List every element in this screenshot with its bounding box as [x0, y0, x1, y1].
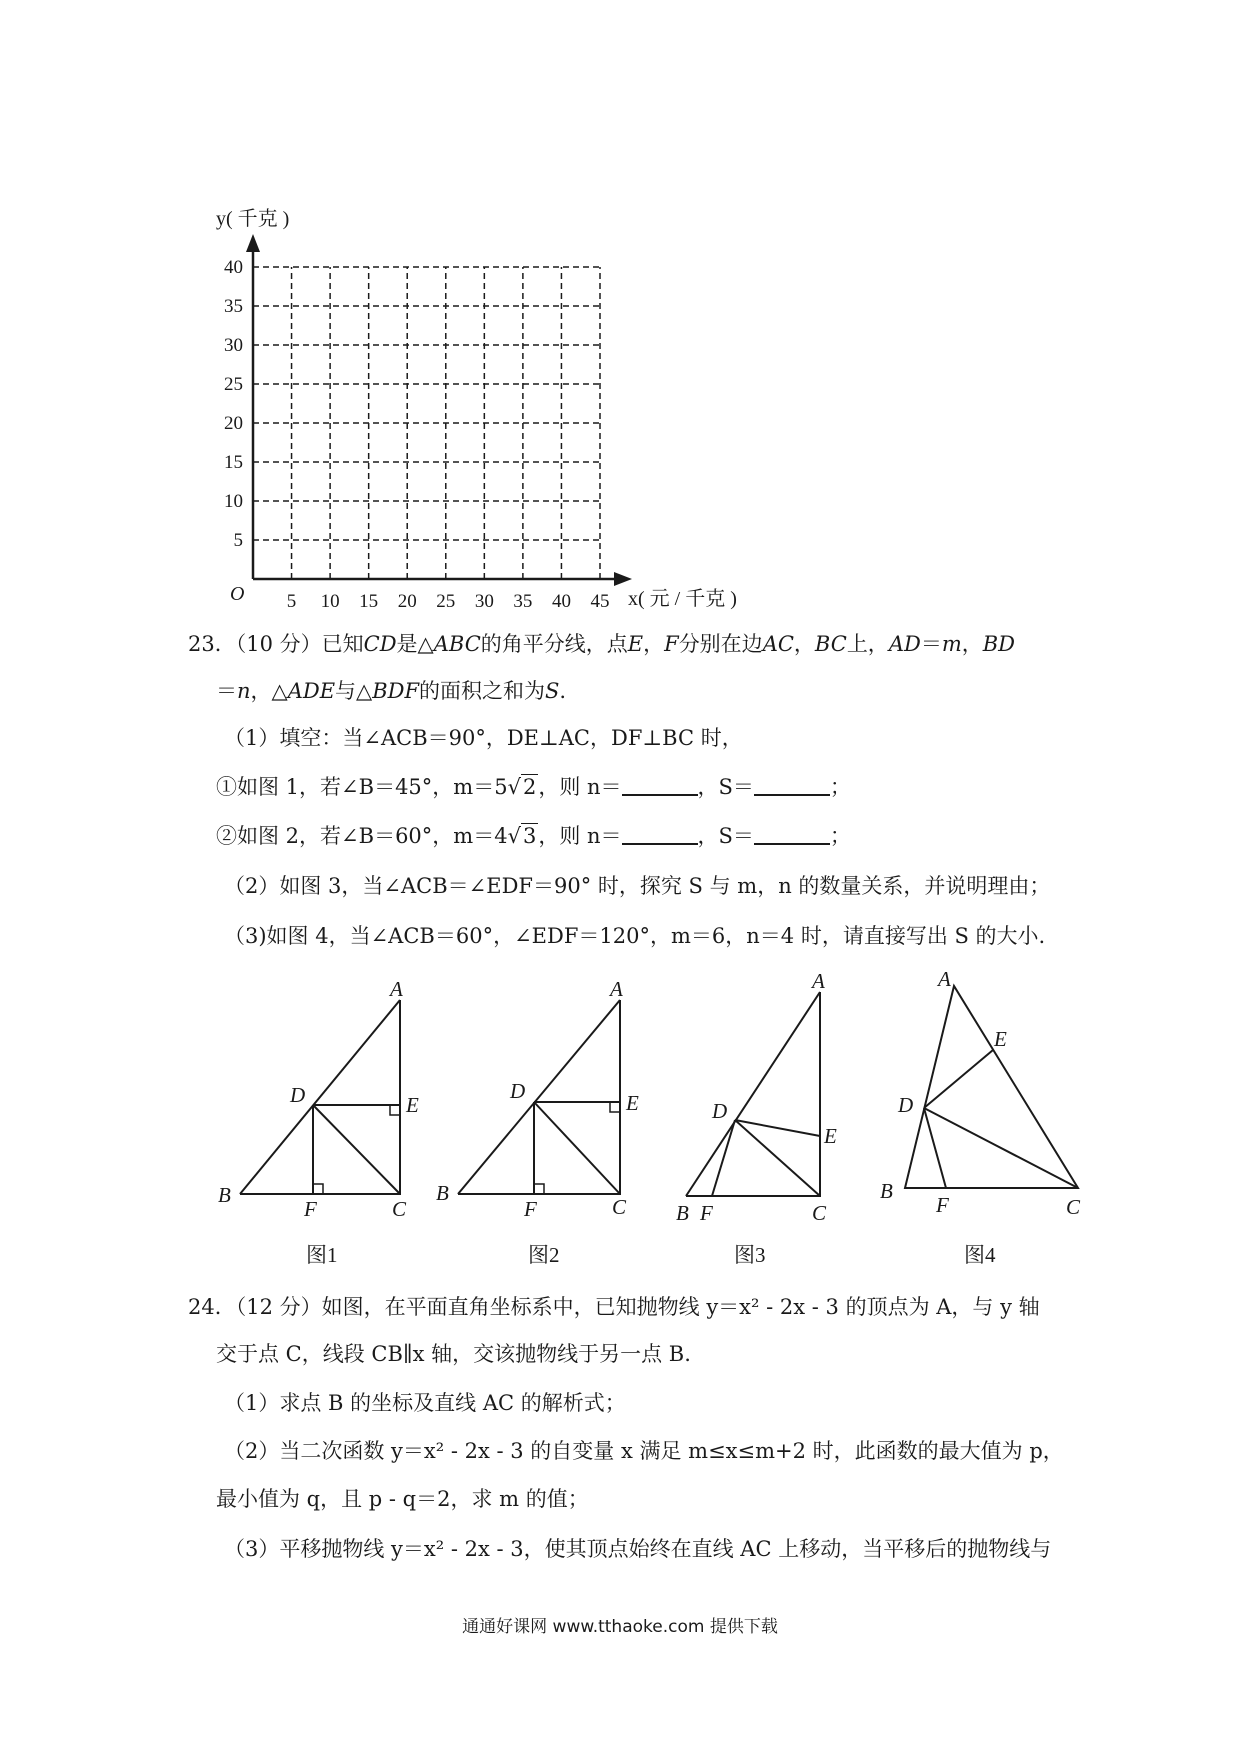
q23-p1b-text: ； — [829, 824, 851, 848]
q24-text: 如图，在平面直角坐标系中，已知抛物线 y＝x² - 2x - 3 的顶点为 A，与 y 轴 — [321, 1295, 1040, 1319]
q23-part1-b: ②如图 2，若∠B＝60°，m＝4√3，则 n＝ ，S＝ ； — [216, 824, 851, 848]
tick-labels — [224, 257, 610, 612]
q23-p1a-text: ； — [829, 775, 851, 799]
q23-p1a-text: ①如图 1，若∠B＝45°，m＝5 — [216, 775, 508, 799]
q24-part2-cont: 最小值为 q，且 p - q＝2，求 m 的值； — [216, 1487, 589, 1511]
point-label: E — [994, 1027, 1007, 1051]
point-label: D — [712, 1099, 728, 1123]
y-tick-label: 10 — [224, 491, 243, 512]
x-tick-label: 35 — [513, 591, 533, 612]
point-label: A — [390, 977, 403, 1001]
point-label: E — [824, 1124, 837, 1148]
q23-text: E — [627, 632, 644, 656]
point-label: A — [938, 967, 951, 991]
q24-stem-line2: 交于点 C，线段 CB∥x 轴，交该抛物线于另一点 B. — [216, 1342, 691, 1366]
point-label: D — [510, 1079, 526, 1103]
q23-text: 是△ — [396, 632, 434, 656]
fig3-cd — [735, 1120, 820, 1196]
fig1-cd — [313, 1105, 400, 1194]
q23-text: m — [941, 632, 962, 656]
fig3-de — [735, 1120, 820, 1136]
q23-p1a-text: ，S＝ — [697, 775, 754, 799]
footer-credit: 通通好课网 www.tthaoke.com 提供下载 — [462, 1617, 778, 1637]
point-label: A — [812, 969, 825, 993]
fig2-hypotenuse — [458, 1000, 620, 1194]
q23-text: BDF — [372, 679, 420, 703]
q23-part2: （2）如图 3，当∠ACB＝∠EDF＝90° 时，探究 S 与 m，n 的数量关系，并说明理由； — [224, 874, 1051, 898]
fig3-df — [712, 1120, 735, 1196]
q23-stem-line1 — [188, 630, 1015, 658]
q23-p1b-text: ②如图 2，若∠B＝60°，m＝4 — [216, 824, 508, 848]
point-label: E — [626, 1091, 639, 1115]
point-label: C — [612, 1195, 627, 1219]
point-label: C — [812, 1201, 827, 1225]
y-tick-label: 30 — [224, 335, 243, 356]
x-axis-label: x( 元 / 千克 ) — [628, 588, 737, 610]
point-label: F — [304, 1197, 317, 1221]
fig2-right-angle-f — [534, 1184, 544, 1194]
q23-part1-a: ①如图 1，若∠B＝45°，m＝5√2，则 n＝ ，S＝ ； — [216, 775, 851, 799]
q23-text: ， — [961, 632, 983, 656]
x-tick-label: 5 — [286, 591, 297, 612]
point-label: F — [524, 1197, 537, 1221]
x-tick-label: 30 — [474, 591, 494, 612]
y-tick-label: 35 — [224, 296, 243, 317]
q23-text: AD — [888, 632, 921, 656]
figure-caption: 图2 — [528, 1243, 560, 1267]
coordinate-grid-chart — [0, 0, 1240, 640]
q23-text: ，△ — [250, 679, 288, 703]
x-tick-label: 25 — [436, 591, 456, 612]
q23-text: BD — [982, 632, 1016, 656]
q23-part1: （1）填空：当∠ACB＝90°，DE⊥AC，DF⊥BC 时， — [224, 726, 743, 750]
q23-text: ADE — [287, 679, 336, 703]
q23-text: 的角平分线，点 — [480, 632, 628, 656]
sqrt-radicand: 2 — [522, 775, 537, 799]
q23-text: S — [545, 679, 560, 703]
answer-blank-n[interactable] — [622, 774, 698, 796]
q24-part2: （2）当二次函数 y＝x² - 2x - 3 的自变量 x 满足 m≤x≤m+2 时，此函数的最大值为 p， — [224, 1439, 1064, 1463]
point-label: F — [936, 1193, 949, 1217]
q23-text: ， — [793, 632, 815, 656]
point-label: D — [290, 1083, 306, 1107]
axes — [246, 234, 632, 586]
point-label: D — [898, 1093, 914, 1117]
q23-text: F — [664, 632, 679, 656]
q23-text: 已知 — [321, 632, 364, 656]
x-tick-label: 15 — [359, 591, 379, 612]
q24-number: 24． — [188, 1295, 236, 1319]
q23-text: ， — [643, 632, 665, 656]
fig4-triangle — [905, 986, 1078, 1188]
point-label: A — [610, 977, 623, 1001]
q23-part3: （3)如图 4，当∠ACB＝60°，∠EDF＝120°，m＝6，n＝4 时，请直接写出 S 的大小. — [224, 924, 1046, 948]
q24-part3: （3）平移抛物线 y＝x² - 2x - 3，使其顶点始终在直线 AC 上移动，当平移后的抛物线与 — [224, 1537, 1052, 1561]
figure-1 — [240, 1000, 400, 1194]
q23-text: 上， — [846, 632, 889, 656]
q23-text: AC — [762, 632, 794, 656]
y-axis-arrow — [246, 234, 260, 252]
sqrt-radicand: 3 — [522, 824, 537, 848]
fig2-cd — [534, 1102, 620, 1194]
fig4-cd — [924, 1108, 1078, 1188]
answer-blank-s[interactable] — [754, 774, 830, 796]
figure-caption: 图3 — [734, 1243, 766, 1267]
fig2-right-angle-e — [610, 1102, 620, 1112]
point-label: C — [1066, 1195, 1081, 1219]
y-tick-label: 25 — [224, 374, 243, 395]
point-label: B — [880, 1179, 893, 1203]
x-tick-label: 20 — [397, 591, 417, 612]
q24-part1: （1）求点 B 的坐标及直线 AC 的解析式； — [224, 1391, 626, 1415]
fig4-de — [924, 1050, 993, 1108]
fig3-ab — [686, 992, 820, 1196]
q23-text: 与△ — [335, 679, 373, 703]
q23-stem-line2 — [216, 677, 566, 705]
x-tick-label: 45 — [590, 591, 610, 612]
q23-text: ＝ — [920, 632, 942, 656]
q24-stem-line1 — [188, 1293, 1040, 1321]
q23-score: （10 分） — [235, 632, 322, 656]
q23-text: 的面积之和为 — [419, 679, 546, 703]
q23-text: . — [559, 679, 567, 703]
q24-score: （12 分） — [235, 1295, 322, 1319]
y-tick-label: 40 — [224, 257, 243, 278]
answer-blank-n[interactable] — [622, 823, 698, 845]
geometry-figures — [0, 960, 1240, 1270]
q23-p1a-text: ，则 n＝ — [538, 775, 622, 799]
point-label: E — [406, 1093, 419, 1117]
y-tick-label: 15 — [224, 452, 243, 473]
q23-text: BC — [814, 632, 847, 656]
grid-lines — [253, 267, 600, 579]
x-tick-label: 10 — [320, 591, 340, 612]
answer-blank-s[interactable] — [754, 823, 830, 845]
figure-caption: 图4 — [964, 1243, 996, 1267]
x-tick-label: 40 — [551, 591, 571, 612]
figure-4 — [905, 986, 1078, 1188]
y-axis-label: y( 千克 ) — [216, 208, 290, 230]
q23-p1b-text: ，S＝ — [697, 824, 754, 848]
point-label: B — [436, 1181, 449, 1205]
fig1-right-angle-f — [313, 1184, 323, 1194]
figure-2 — [458, 1000, 620, 1194]
q23-text: CD — [363, 632, 397, 656]
q23-text: ABC — [433, 632, 481, 656]
q23-text: 分别在边 — [678, 632, 763, 656]
figure-3 — [686, 992, 820, 1196]
fig4-df — [924, 1108, 946, 1188]
q23-p1b-text: ，则 n＝ — [538, 824, 622, 848]
y-tick-label: 20 — [224, 413, 243, 434]
q23-text: ＝ — [216, 679, 237, 703]
x-axis-arrow — [614, 572, 632, 586]
q23-number: 23． — [188, 632, 236, 656]
point-label: C — [392, 1197, 407, 1221]
point-label: B — [218, 1183, 231, 1207]
figure-caption: 图1 — [306, 1243, 338, 1267]
fig1-hypotenuse — [240, 1000, 400, 1194]
point-label: F — [700, 1201, 713, 1225]
fig1-right-angle-e — [390, 1105, 400, 1115]
point-label: B — [676, 1201, 689, 1225]
q23-text: n — [237, 679, 251, 703]
origin-label: O — [230, 583, 245, 605]
y-tick-label: 5 — [233, 530, 243, 551]
